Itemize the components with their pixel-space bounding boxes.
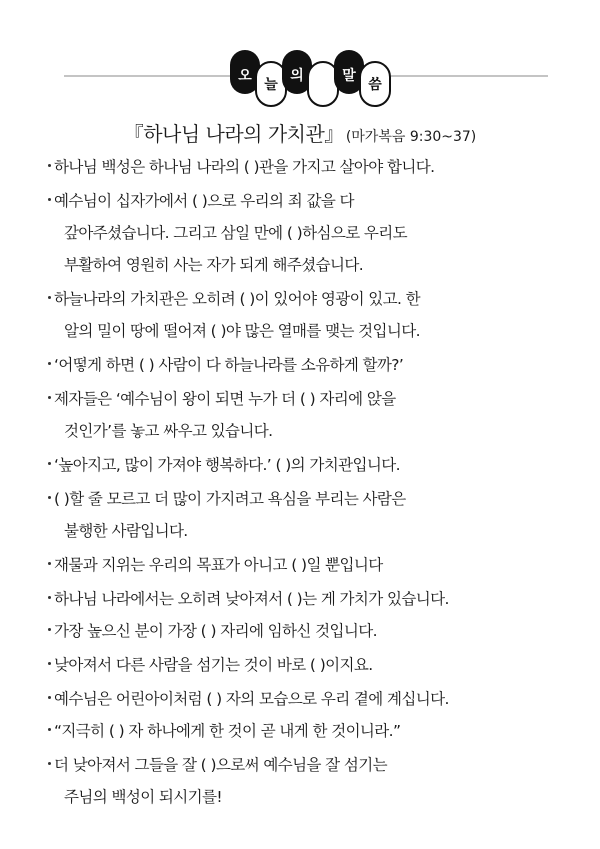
bullet-dot [48,396,51,399]
line-text: 더 낮아져서 그들을 잘 ( )으로써 예수님을 잘 섬기는 [54,756,387,774]
bullet-dot [48,164,51,167]
line-text: 가장 높으신 분이 가장 ( ) 자리에 임하신 것입니다. [54,622,377,640]
line-text: 예수님은 어린아이처럼 ( ) 자의 모습으로 우리 곁에 계십니다. [54,690,449,708]
continuation-line [64,519,188,541]
bullet-line [54,719,400,741]
line-text: ‘어떻게 하면 ( ) 사람이 다 하늘나라를 소유하게 할까?’ [54,356,404,374]
bullet-dot [48,762,51,765]
bullet-dot [48,562,51,565]
bullet-dot [48,662,51,665]
sermon-title: 『하나님 나라의 가치관』 [123,122,344,146]
bullet-line [54,155,434,177]
continuation-line [64,785,222,807]
sermon-title-row [0,118,600,147]
bullet-line [54,287,420,309]
bullet-line [54,619,377,641]
continuation-line [64,253,363,275]
line-text: 낮아져서 다른 사람을 섬기는 것이 바로 ( )이지요. [54,656,373,674]
bullet-line [54,353,403,375]
line-text: 하나님 백성은 하나님 나라의 ( )관을 가지고 살아야 합니다. [54,158,435,176]
line-text: 하늘나라의 가치관은 오히려 ( )이 있어야 영광이 있고. 한 [54,290,421,308]
banner-char-1: 오 [238,68,252,84]
banner-char-5: 씀 [368,77,382,93]
bullet-line [54,553,383,575]
bullet-dot [48,362,51,365]
line-text: ‘높아지고, 많이 가져야 행복하다.’ ( )의 가치관입니다. [54,456,400,474]
line-text: 불행한 사람입니다. [64,522,188,540]
line-text: 것인가’를 놓고 싸우고 있습니다. [64,422,273,440]
line-text: ( )할 줄 모르고 더 많이 가지려고 욕심을 부리는 사람은 [54,490,406,508]
bullet-dot [48,596,51,599]
line-text: 예수님이 십자가에서 ( )으로 우리의 죄 값을 다 [54,192,354,210]
bullet-dot [48,296,51,299]
bullet-dot [48,462,51,465]
line-text: 알의 밀이 땅에 떨어져 ( )야 많은 열매를 맺는 것입니다. [64,322,420,340]
line-text: “지극히 ( ) 자 하나에게 한 것이 곧 내게 한 것이니라.” [54,722,401,740]
bullet-line [54,487,406,509]
line-text: 하나님 나라에서는 오히려 낮아져서 ( )는 게 가치가 있습니다. [54,590,449,608]
banner-char-3: 의 [290,68,304,84]
bullet-line [54,587,449,609]
bullet-line [54,453,400,475]
bullet-line [54,387,396,409]
bullet-dot [48,696,51,699]
line-text: 부활하여 영원히 사는 자가 되게 해주셨습니다. [64,256,364,274]
continuation-line [64,419,273,441]
bullet-dot [48,628,51,631]
scripture-reference: (마가복음 9:30~37) [345,129,477,145]
line-text: 재물과 지위는 우리의 목표가 아니고 ( )일 뿐입니다 [54,556,383,574]
bullet-line [54,687,449,709]
bullet-dot [48,496,51,499]
banner-char-4: 말 [342,68,356,84]
line-text: 주님의 백성이 되시기를! [64,788,222,806]
capsule-4 [308,62,338,106]
bullet-dot [48,198,51,201]
banner-char-2: 늘 [264,77,278,93]
bullet-line [54,653,373,675]
continuation-line [64,319,420,341]
line-text: 제자들은 ‘예수님이 왕이 되면 누가 더 ( ) 자리에 앉을 [54,390,396,408]
bullet-dot [48,728,51,731]
line-text: 갚아주셨습니다. 그리고 삼일 만에 ( )하심으로 우리도 [64,224,408,242]
todays-word-banner [0,40,600,110]
continuation-line [64,221,407,243]
bullet-line [54,189,354,211]
bullet-line [54,753,387,775]
